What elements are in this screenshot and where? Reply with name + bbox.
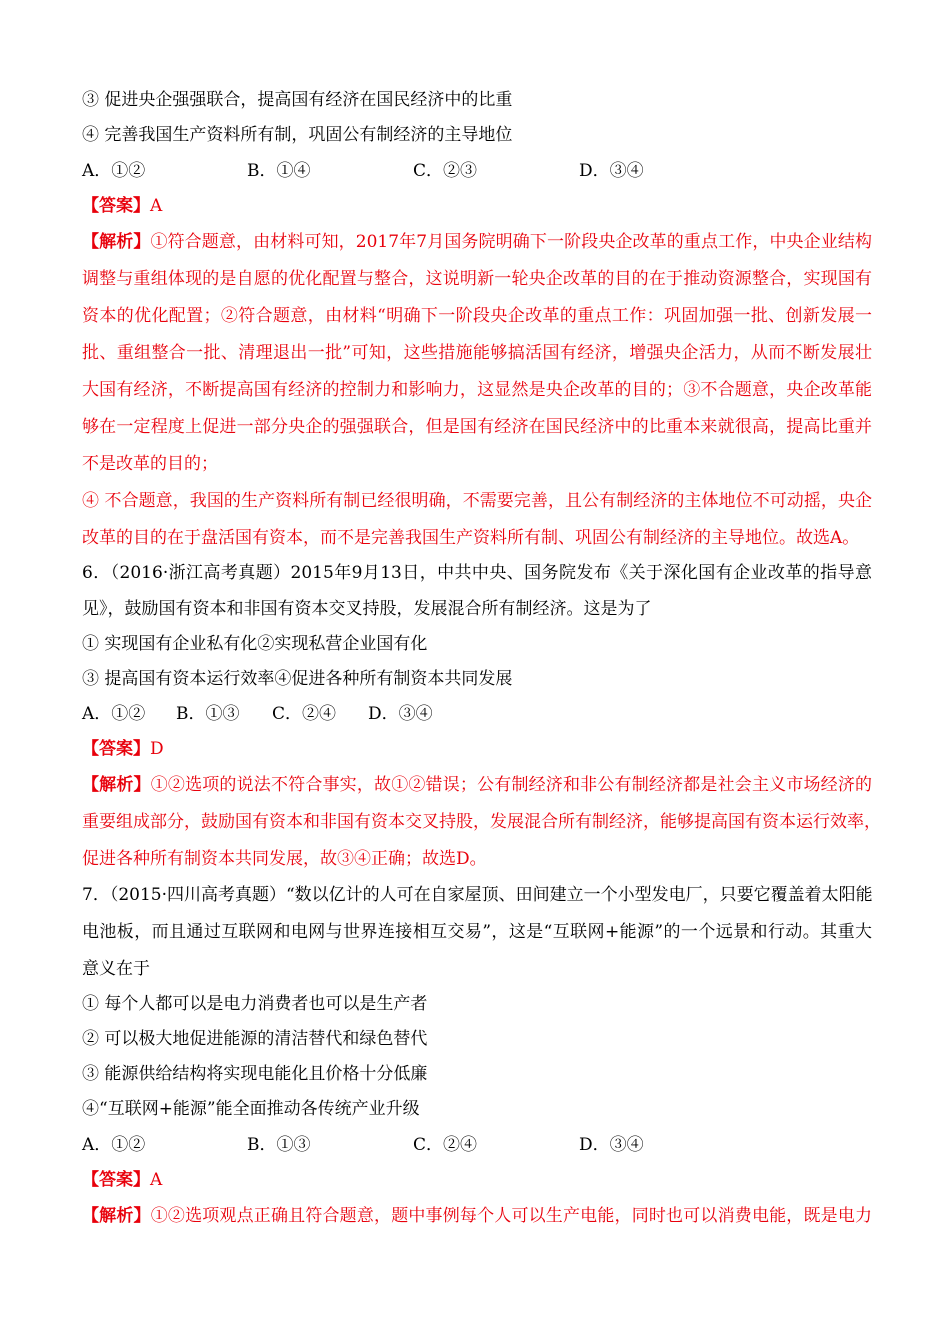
q6-analysis-line: 促进各种所有制资本共同发展，故③④正确；故选D。 (82, 849, 487, 869)
q5-analysis-line (82, 231, 872, 253)
analysis-text: ①②选项的说法不符合事实，故①②错误；公有制经济和非公有制经济都是社会主义市场经济的 (150, 775, 873, 795)
q7-stem-line: 7．（2015·四川高考真题）“数以亿计的人可在自家屋顶、田间建立一个小型发电厂，只要它覆盖着太阳能 (82, 885, 873, 905)
q5-analysis-line: 大国有经济，不断提高国有经济的控制力和影响力，这显然是央企改革的目的；③不合题意，央企改革能 (82, 380, 872, 400)
answer-value: A (150, 1170, 163, 1190)
q5-choice-d: D．③④ (579, 161, 644, 181)
q6-analysis-line (82, 774, 872, 796)
analysis-text: ①②选项观点正确且符合题意，题中事例每个人可以生产电能，同时也可以消费电能，既是电力 (150, 1206, 873, 1226)
analysis-label: 【解析】 (82, 232, 151, 252)
q6-choice-c: C．②④ (272, 704, 337, 724)
q5-analysis-line: ④ 不合题意，我国的生产资料所有制已经很明确，不需要完善，且公有制经济的主体地位不可动摇，央企 (82, 491, 872, 511)
q5-choice-b: B．①④ (247, 161, 311, 181)
q5-choice-a: A．①② (82, 161, 146, 181)
q7-option-2: ② 可以极大地促进能源的清洁替代和绿色替代 (82, 1029, 428, 1049)
q5-analysis-line: 资本的优化配置；②符合题意，由材料“明确下一阶段央企改革的重点工作：巩固加强一批、创新发展一 (82, 306, 872, 326)
q5-analysis-line: 调整与重组体现的是自愿的优化配置与整合，这说明新一轮央企改革的目的在于推动资源整合，实现国有 (82, 269, 872, 289)
q7-option-4: ④“互联网+能源”能全面推动各传统产业升级 (82, 1099, 420, 1119)
analysis-text: ①符合题意，由材料可知，2017年7月国务院明确下一阶段央企改革的重点工作，中央企业结构 (150, 232, 873, 252)
answer-label: 【答案】 (82, 739, 150, 759)
q7-stem-line: 电池板，而且通过互联网和电网与世界连接相互交易”，这是“互联网+能源”的一个远景和行动。其重大 (82, 922, 872, 942)
q6-analysis-line: 重要组成部分，鼓励国有资本和非国有资本交叉持股，发展混合所有制经济，能够提高国有资本运行效率， (82, 812, 881, 832)
q7-answer (82, 1169, 872, 1191)
q5-analysis-line: 批、重组整合一批、清理退出一批”可知，这些措施能够搞活国有经济，增强央企活力，从而不断发展壮 (82, 343, 872, 363)
q6-stem-line: 6．（2016·浙江高考真题）2015年9月13日，中共中央、国务院发布《关于深化国有企业改革的指导意 (82, 563, 872, 583)
analysis-label: 【解析】 (82, 1206, 151, 1226)
q6-options-34: ③ 提高国有资本运行效率④促进各种所有制资本共同发展 (82, 669, 513, 689)
q7-option-3: ③ 能源供给结构将实现电能化且价格十分低廉 (82, 1064, 428, 1084)
q7-choice-c: C．②④ (413, 1135, 478, 1155)
q6-choice-b: B．①③ (176, 704, 240, 724)
q7-stem-line: 意义在于 (82, 959, 150, 979)
q7-analysis-line (82, 1205, 872, 1227)
q7-choice-a: A．①② (82, 1135, 146, 1155)
q5-option-3: ③ 促进央企强强联合，提高国有经济在国民经济中的比重 (82, 90, 513, 110)
answer-label: 【答案】 (82, 1170, 150, 1190)
q5-analysis-line: 改革的目的在于盘活国有资本，而不是完善我国生产资料所有制、巩固公有制经济的主导地位。故选A。 (82, 528, 860, 548)
q5-analysis-line: 不是改革的目的； (82, 454, 218, 474)
q6-stem-line: 见》，鼓励国有资本和非国有资本交叉持股，发展混合所有制经济。这是为了 (82, 599, 652, 619)
q5-answer (82, 195, 872, 217)
q6-choice-d: D．③④ (368, 704, 433, 724)
q7-choices (82, 1134, 872, 1156)
answer-value: A (150, 196, 163, 216)
q6-options-12: ① 实现国有企业私有化②实现私营企业国有化 (82, 634, 428, 654)
analysis-label: 【解析】 (82, 775, 151, 795)
answer-label: 【答案】 (82, 196, 150, 216)
q6-choice-a: A．①② (82, 704, 146, 724)
q7-choice-d: D．③④ (579, 1135, 644, 1155)
answer-value: D (150, 739, 164, 759)
q5-option-4: ④ 完善我国生产资料所有制，巩固公有制经济的主导地位 (82, 125, 513, 145)
q5-choice-c: C．②③ (413, 161, 478, 181)
q7-choice-b: B．①③ (247, 1135, 311, 1155)
q6-choices (82, 703, 872, 725)
q7-option-1: ① 每个人都可以是电力消费者也可以是生产者 (82, 994, 428, 1014)
q5-analysis-line: 够在一定程度上促进一部分央企的强强联合，但是国有经济在国民经济中的比重本来就很高，提高比重并 (82, 417, 872, 437)
q6-answer (82, 738, 872, 760)
q5-choices (82, 160, 872, 182)
